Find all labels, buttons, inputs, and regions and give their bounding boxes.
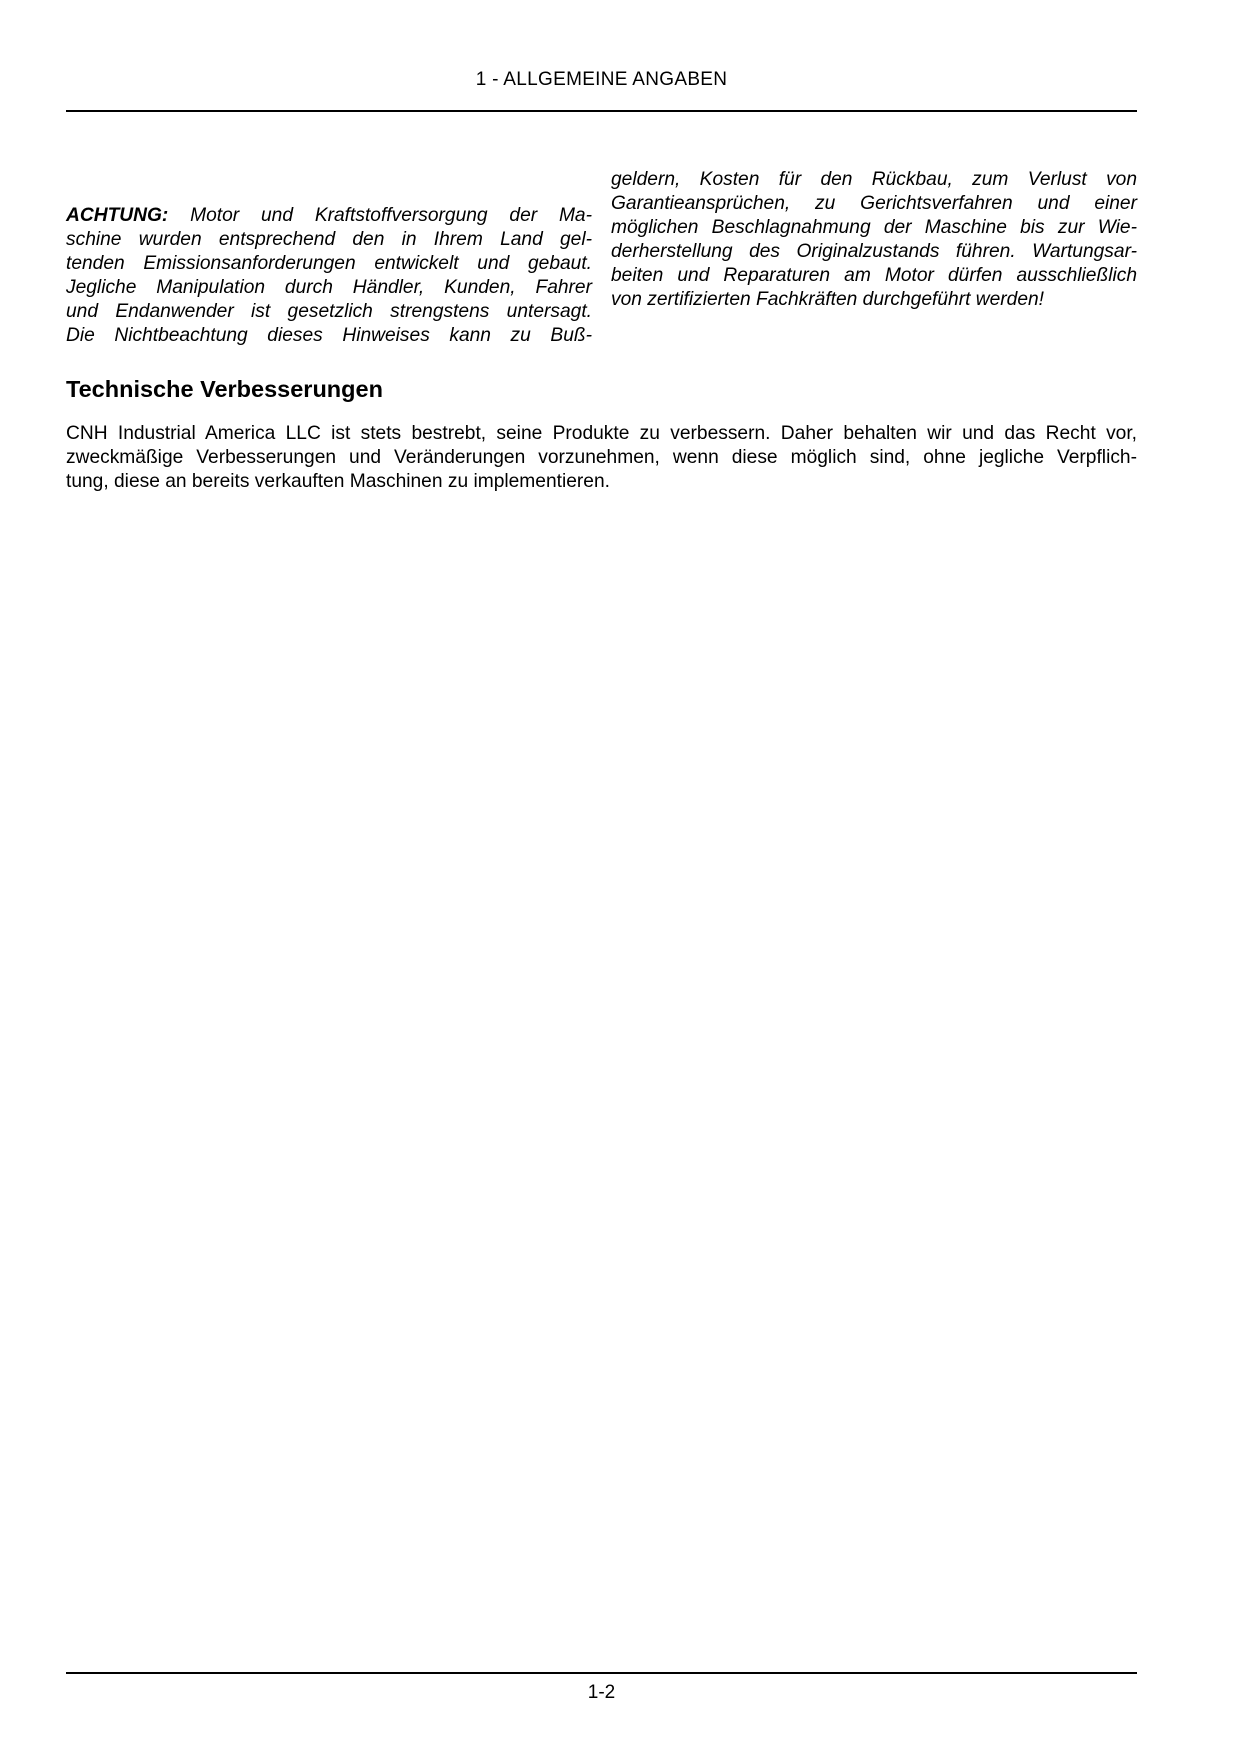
warning-label: ACHTUNG:	[66, 205, 169, 226]
warning-line: von zertifizierten Fachkräften durchgeführt werden!	[611, 289, 1045, 310]
section-paragraph	[66, 422, 1137, 494]
warning-line: Die Nichtbeachtung dieses Hinweises kann zu Buß-	[66, 325, 592, 346]
page-number: 1-2	[587, 1682, 616, 1703]
warning-line: tenden Emissionsanforderungen entwickelt und gebaut.	[66, 253, 592, 274]
warning-line	[66, 204, 592, 228]
header-divider	[66, 110, 1137, 112]
warning-line: möglichen Beschlagnahmung der Maschine bis zur Wie-	[611, 217, 1137, 238]
warning-line: Jegliche Manipulation durch Händler, Kunden, Fahrer	[66, 277, 592, 298]
warning-line: geldern, Kosten für den Rückbau, zum Verlust von	[611, 169, 1137, 190]
warning-right-column	[611, 168, 1137, 312]
running-header-title: 1 - ALLGEMEINE ANGABEN	[475, 69, 728, 90]
paragraph-line: tung, diese an bereits verkauften Maschinen zu implementieren.	[66, 471, 610, 492]
warning-line: schine wurden entsprechend den in Ihrem Land gel-	[66, 229, 592, 250]
warning-left-column	[66, 204, 592, 348]
paragraph-line: CNH Industrial America LLC ist stets bestrebt, seine Produkte zu verbessern. Daher behalten wir und das Recht vor,	[66, 423, 1137, 444]
warning-line: und Endanwender ist gesetzlich strengstens untersagt.	[66, 301, 592, 322]
warning-text: Motor und Kraftstoffversorgung der Ma-	[168, 205, 592, 226]
warning-line: beiten und Reparaturen am Motor dürfen ausschließlich	[611, 265, 1137, 286]
paragraph-line: zweckmäßige Verbesserungen und Veränderungen vorzunehmen, wenn diese möglich sind, ohne jegliche Verpflich-	[66, 447, 1137, 468]
warning-line: Garantieansprüchen, zu Gerichtsverfahren und einer	[611, 193, 1137, 214]
warning-notice	[66, 166, 1137, 356]
footer-divider	[66, 1672, 1137, 1674]
section-heading: Technische Verbesserungen	[66, 376, 383, 402]
warning-line: derherstellung des Originalzustands führen. Wartungsar-	[611, 241, 1137, 262]
